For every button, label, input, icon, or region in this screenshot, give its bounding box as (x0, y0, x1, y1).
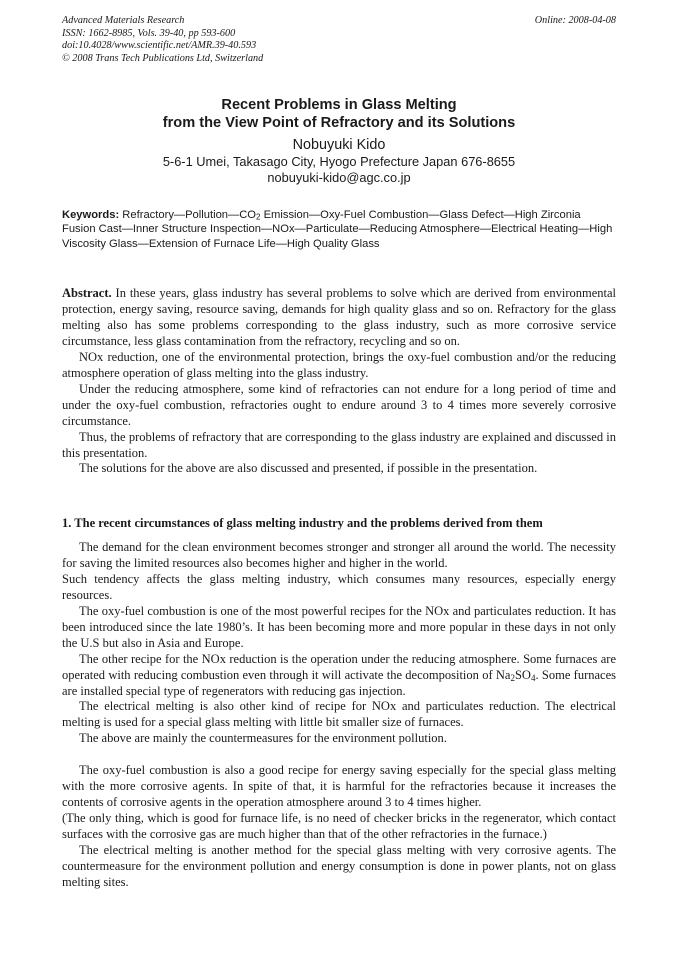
abstract-paragraph-2: NOx reduction, one of the environmental protection, brings the oxy-fuel combustion and/or the reducing atmosphere operation of glass melting into the glass industry. (62, 349, 616, 380)
section-1-paragraph-3: The oxy-fuel combustion is one of the most powerful recipes for the NOx and particulates reduction. It has been introduced since the late 1980’s. It has been becoming more and more popular in these days in not only the U.S but also in Asia and Europe. (62, 603, 616, 650)
abstract-paragraph-5: The solutions for the above are also discussed and presented, if possible in the presentation. (79, 461, 538, 476)
keywords (62, 208, 616, 251)
journal-name: Advanced Materials Research (62, 15, 185, 26)
journal-info (62, 15, 616, 65)
section-1-paragraph-1: The demand for the clean environment becomes stronger and stronger all around the world. The necessity for saving the limited resources also becomes higher and higher in the world. (62, 539, 616, 570)
online-date: Online: 2008-04-08 (534, 15, 616, 26)
abstract-label: Abstract. (62, 286, 112, 300)
section-1-paragraph-4 (62, 652, 616, 700)
section-1-heading: 1. The recent circumstances of glass melting industry and the problems derived from them (62, 516, 543, 530)
abstract-paragraph-1 (62, 286, 616, 350)
author-address: 5-6-1 Umei, Takasago City, Hyogo Prefecture Japan 676-8655 (162, 154, 516, 169)
journal-doi: doi:10.4028/www.scientific.net/AMR.39-40.593 (62, 40, 257, 52)
author-email: nobuyuki-kido@agc.co.jp (267, 170, 411, 185)
abstract-p1-text: In these years, glass industry has several problems to solve which are derived from environmental protection, energy saving, resource saving, demands for high quality glass and so on. Refractory for the glass melting also has some problems corresponding to the glass industry, such as more corrosive service circumstance, less glass contamination from the refractory, recycling and so on. (62, 286, 616, 348)
abstract-paragraph-4: Thus, the problems of refractory that are corresponding to the glass industry are explained and discussed in this presentation. (62, 429, 616, 460)
abstract (62, 286, 616, 477)
paper-title (62, 96, 616, 132)
p4-text-1: The other recipe for the NOx reduction is the operation under the reducing atmosphere. Some furnaces are operated with reducing combustion even through it will activate the decomposition of Na (62, 651, 616, 682)
p4-text-2: SO (514, 667, 531, 682)
journal-issn: ISSN: 1662-8985, Vols. 39-40, pp 593-600 (62, 27, 236, 39)
keywords-co2-subscript: 2 (255, 212, 261, 222)
keywords-text-1: Refractory—Pollution—CO (119, 209, 256, 221)
journal-header (62, 15, 616, 65)
section-1-paragraph-6: The above are mainly the countermeasures for the environment pollution. (79, 731, 447, 746)
keywords-label: Keywords: (62, 209, 120, 221)
section-1-paragraph-9: The electrical melting is another method for the special glass melting with very corrosive agents. The countermeasure for the environment pollution and energy consumption is done in power plants, not on glass melting sites. (62, 843, 616, 890)
title-block (62, 96, 616, 186)
journal-copyright: © 2008 Trans Tech Publications Ltd, Switzerland (62, 52, 264, 64)
keywords-text-2: Emission—Oxy-Fuel Combustion—Glass Defect—High Zirconia Fusion Cast—Inner Structure Inspection—NOx—Particulate—Reducing Atmosphere—Electrical Heating—High Viscosity Glass—Extension of Furnace Life—High Quality Glass (62, 209, 613, 250)
p4-sub-2: 4 (530, 672, 536, 683)
paper-title-line-2: from the View Point of Refractory and its Solutions (162, 115, 516, 131)
section-1-paragraph-8: (The only thing, which is good for furnace life, is no need of checker bricks in the regenerator, which contact surfaces with the corrosive gas are much higher than that of the other refractories in the furnace.) (62, 811, 616, 842)
section-1 (62, 516, 616, 891)
section-1-paragraph-2: Such tendency affects the glass melting industry, which consumes many resources, especially energy resources. (62, 571, 616, 602)
p4-text-3: . Some furnaces are installed special type of regenerators with reducing gas injection. (62, 667, 616, 698)
paragraph-spacer (62, 747, 616, 763)
section-1-paragraph-5: The electrical melting is also other kind of recipe for NOx and particulates reduction. The electrical melting is used for a special glass melting with little bit smaller size of furnaces. (62, 699, 616, 730)
abstract-paragraph-3: Under the reducing atmosphere, some kind of refractories can not endure for a long period of time and under the oxy-fuel combustion, refractories ought to endure around 3 to 4 times more severely corrosive circumstance. (62, 381, 616, 428)
p4-sub-1: 2 (510, 672, 515, 683)
author-name: Nobuyuki Kido (292, 137, 386, 153)
section-1-paragraph-7: The oxy-fuel combustion is also a good recipe for energy saving especially for the special glass melting with the more corrosive agents. In spite of that, it is harmful for the refractories because it increases the contents of corrosive agents in the operation atmosphere around 3 to 4 times higher. (62, 763, 616, 810)
paper-title-line-1: Recent Problems in Glass Melting (221, 97, 457, 113)
